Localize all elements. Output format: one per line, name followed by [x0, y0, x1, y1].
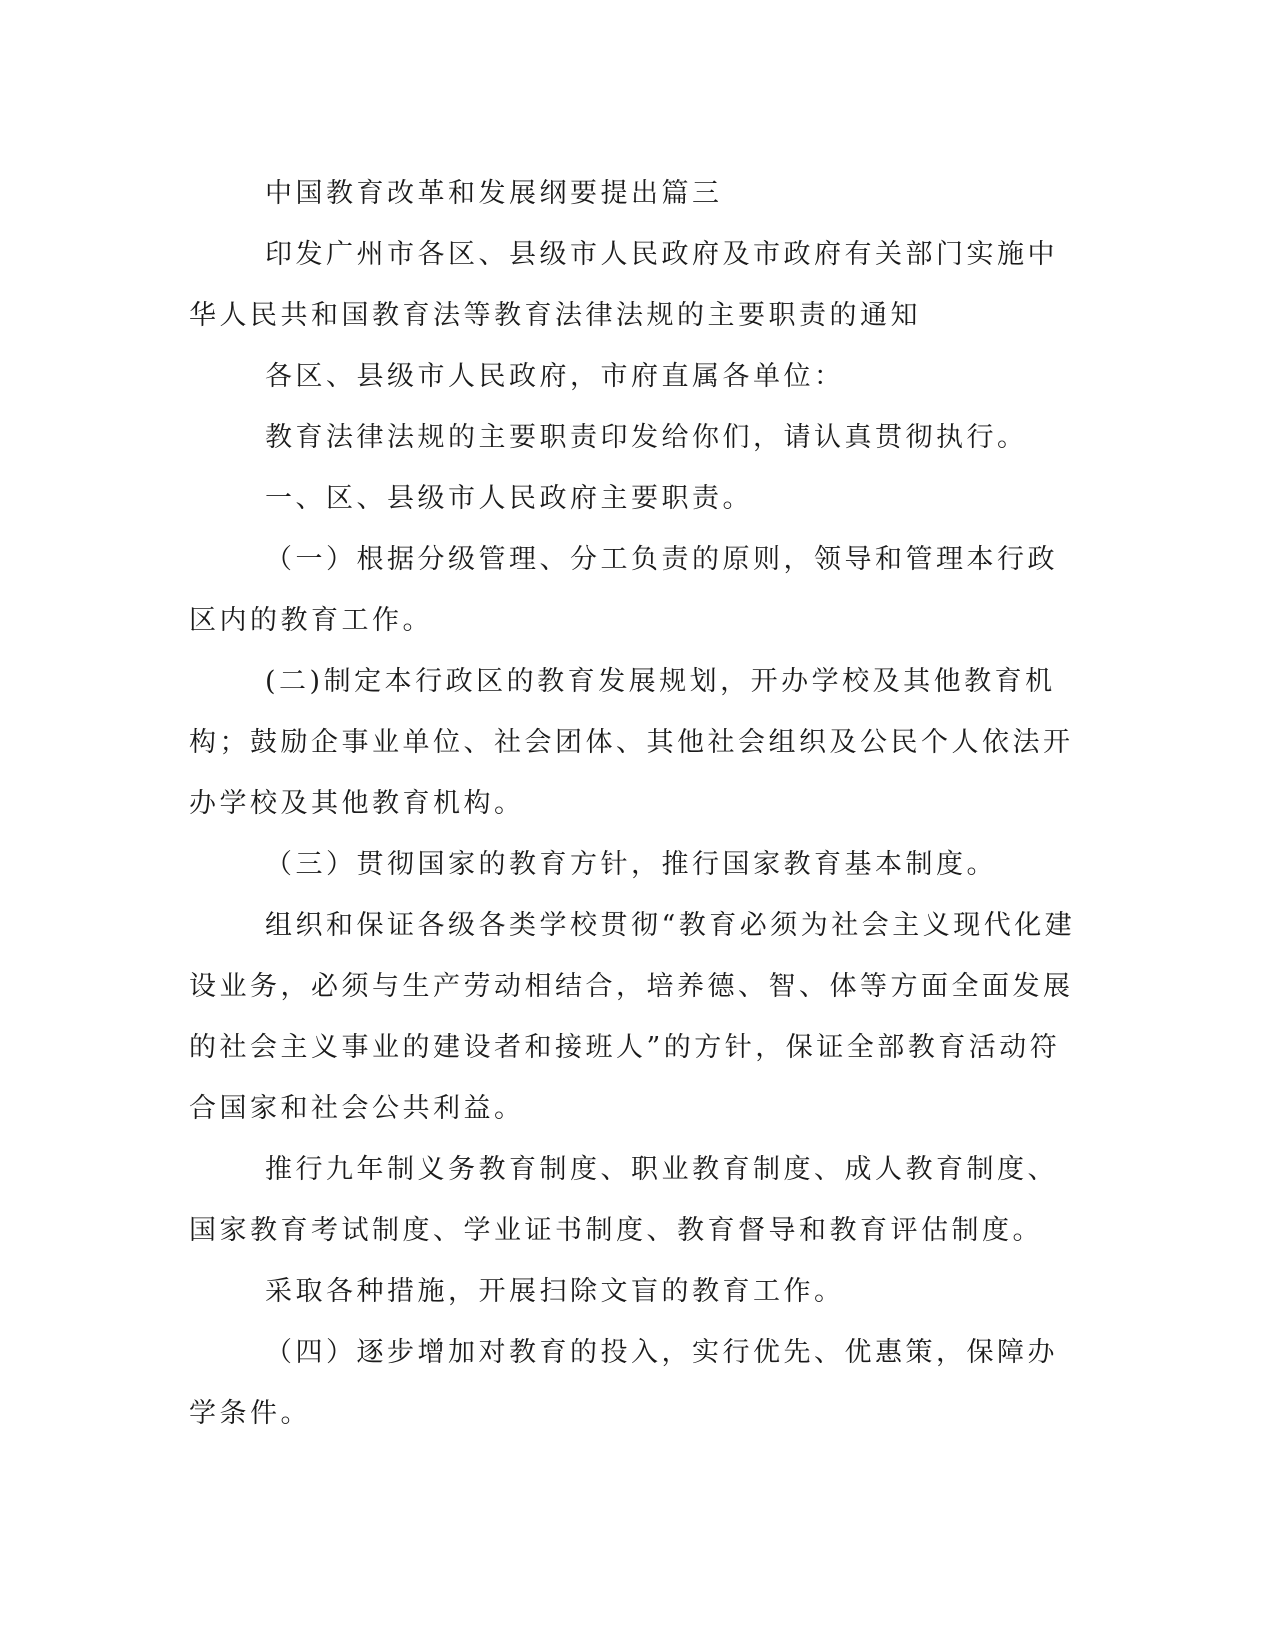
- document-heading: 中国教育改革和发展纲要提出篇三: [265, 178, 723, 209]
- body-paragraph: 采取各种措施，开展扫除文盲的教育工作。: [265, 1276, 845, 1307]
- body-paragraph: （三）贯彻国家的教育方针，推行国家教育基本制度。: [265, 849, 997, 880]
- addressee-line: 各区、县级市人民政府，市府直属各单位：: [265, 361, 845, 392]
- body-paragraph: （一）根据分级管理、分工负责的原则，领导和管理本行政区内的教育工作。: [189, 544, 1058, 636]
- body-paragraph: 推行九年制义务教育制度、职业教育制度、成人教育制度、国家教育考试制度、学业证书制度、教育督导和教育评估制度。: [189, 1154, 1058, 1246]
- body-paragraph: 教育法律法规的主要职责印发给你们，请认真贯彻执行。: [265, 422, 1028, 453]
- document-body: [189, 163, 1079, 1444]
- body-paragraph: 组织和保证各级各类学校贯彻“教育必须为社会主义现代化建设业务，必须与生产劳动相结合，培养德、智、体等方面全面发展的社会主义事业的建设者和接班人”的方针，保证全部教育活动符合国家和社会公共利益。: [189, 910, 1076, 1124]
- body-paragraph: (二)制定本行政区的教育发展规划，开办学校及其他教育机构；鼓励企事业单位、社会团体、其他社会组织及公民个人依法开办学校及其他教育机构。: [189, 666, 1074, 819]
- notice-title: 印发广州市各区、县级市人民政府及市政府有关部门实施中华人民共和国教育法等教育法律法规的主要职责的通知: [189, 239, 1058, 331]
- section-heading: 一、区、县级市人民政府主要职责。: [265, 483, 753, 514]
- body-paragraph: （四）逐步增加对教育的投入，实行优先、优惠策，保障办学条件。: [189, 1337, 1058, 1429]
